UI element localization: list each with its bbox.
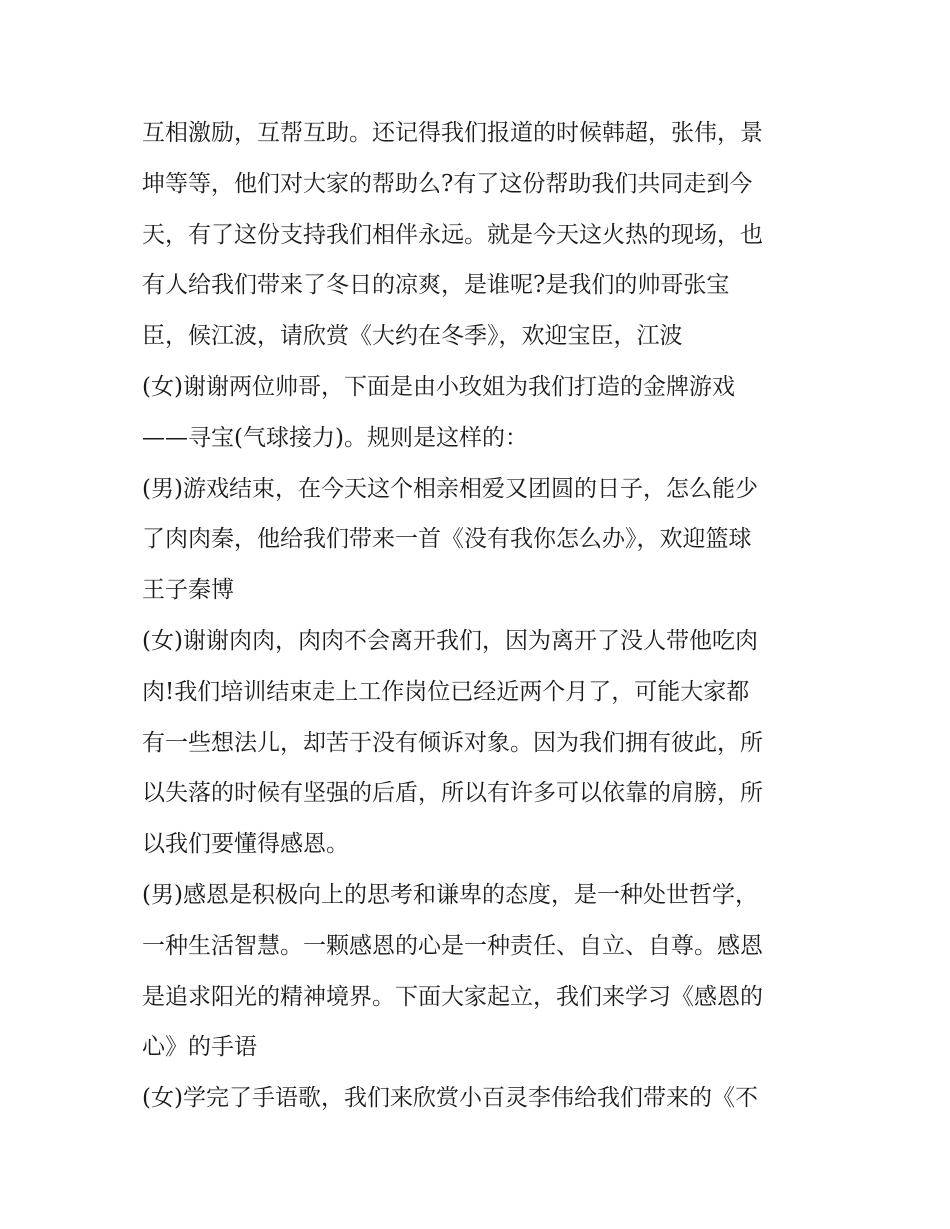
text-line: (男)感恩是积极向上的思考和谦卑的态度，是一种处世哲学，	[142, 881, 758, 908]
text-line: 有一些想法儿，却苦于没有倾诉对象。因为我们拥有彼此，所	[142, 729, 763, 756]
document-body	[142, 108, 822, 1124]
text-line: 臣，候江波，请欣赏《大约在冬季》，欢迎宝臣，江波	[142, 323, 683, 350]
text-line: 以失落的时候有坚强的后盾，所以有许多可以依靠的肩膀，所	[142, 780, 763, 807]
text-line: ——寻宝(气球接力)。规则是这样的：	[142, 424, 528, 451]
text-line: 以我们要懂得感恩。	[142, 831, 349, 858]
text-line: (女)学完了手语歌，我们来欣赏小百灵李伟给我们带来的《不	[142, 1085, 758, 1112]
text-line: (女)谢谢肉肉，肉肉不会离开我们，因为离开了没人带他吃肉	[142, 627, 758, 654]
text-line: (男)游戏结束，在今天这个相亲相爱又团圆的日子，怎么能少	[142, 475, 758, 502]
text-line: 有人给我们带来了冬日的凉爽，是谁呢?是我们的帅哥张宝	[142, 272, 730, 299]
text-line: 一种生活智慧。一颗感恩的心是一种责任、自立、自尊。感恩	[142, 932, 763, 959]
text-line: 了肉肉秦，他给我们带来一首《没有我你怎么办》，欢迎篮球	[142, 526, 752, 553]
text-line: 王子秦博	[142, 577, 234, 604]
text-line: 心》的手语	[142, 1034, 257, 1061]
text-line: (女)谢谢两位帅哥，下面是由小玫姐为我们打造的金牌游戏	[142, 373, 735, 400]
text-line: 坤等等，他们对大家的帮助么?有了这份帮助我们共同走到今	[142, 170, 753, 197]
text-line: 互相激励，互帮互助。还记得我们报道的时候韩超，张伟，景	[142, 120, 763, 146]
text-line: 天，有了这份支持我们相伴永远。就是今天这火热的现场，也	[142, 221, 763, 248]
text-line: 是追求阳光的精神境界。下面大家起立，我们来学习《感恩的	[142, 983, 763, 1010]
text-line: 肉!我们培训结束走上工作岗位已经近两个月了，可能大家都	[142, 678, 750, 705]
